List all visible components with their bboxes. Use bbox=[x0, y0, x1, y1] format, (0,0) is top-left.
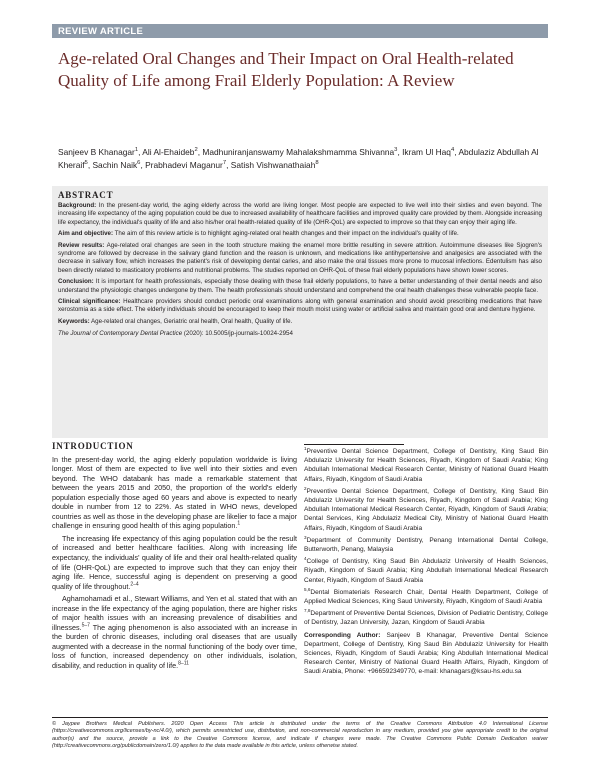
corresponding-text: Sanjeev B Khanagar, Preventive Dental Science Department, College of Dentistry, King Saud Bin Abdulaziz University for Health Sciences, Riyadh, Kingdom of Saudi Arabia; King Abdullah International Medical Research Center, Ministry of National Guard Health Affairs, Riyadh, Kingdom of Saudi Arabia, Phone: +966592349770, e-mail: khanagars@ksau-hs.edu.sa bbox=[304, 631, 548, 676]
author-name: Satish Vishwanathaiah bbox=[230, 160, 316, 170]
author-affil-marker: 2 bbox=[194, 147, 198, 154]
affiliation-marker: 7,8 bbox=[304, 608, 311, 614]
abstract-clinical-significance bbox=[58, 298, 542, 314]
abstract-text: Age-related oral changes, Geriatric oral health, Oral health, Quality of life. bbox=[91, 318, 293, 326]
affiliation-entry bbox=[304, 557, 548, 585]
author-affil-marker: 8 bbox=[315, 160, 319, 167]
author-affil-marker: 5 bbox=[84, 160, 88, 167]
introduction-section bbox=[52, 442, 297, 674]
license-footer: © Jaypee Brothers Medical Publishers. 2020 Open Access This article is distributed under the terms of the Creative Commons Attribution 4.0 International License (https://creativecommons.org/licenses/by-nc/4.0/), which permits unrestricted use, distribution, and non-commercial reproduction in any medium, provided you give appropriate credit to the original author(s) and the source, provide a link to the Creative Commons license, and indicate if changes were made. The Creative Commons Public Domain Dedication waiver (http://creativecommons.org/publicdomain/zero/1.0/) applies to the data made available in this article, unless otherwise stated. bbox=[52, 721, 548, 750]
author-name: Madhuniranjanswamy Mahalakshmamma Shivanna bbox=[202, 147, 395, 157]
author-affil-marker: 3 bbox=[394, 147, 398, 154]
paragraph-text: The increasing life expectancy of this aging population could be the result of increased and better healthcare facilities. Along with increasing life expectancy, the individuals' quality of life and their oral health-related quality of life (OHR-QoL) are expected to improve such that they can enjoy their aging life. Hence, successful aging is dependent on preserving a good quality of life throughout. bbox=[52, 533, 297, 591]
abstract-label: Background: bbox=[58, 202, 97, 210]
author-name: Ikram Ul Haq bbox=[402, 147, 451, 157]
affiliation-text: Preventive Dental Science Department, College of Dentistry, King Saud Bin Abdulaziz University for Health Sciences, Riyadh, Kingdom of Saudi Arabia; King Abdullah International Medical Research Center, Ministry of National Guard Health Affairs, Riyadh, Kingdom of Saudi Arabia bbox=[304, 448, 548, 483]
introduction-heading: INTRODUCTION bbox=[52, 441, 134, 451]
citation-doi: (2020): 10.5005/jp-journals-10024-2954 bbox=[182, 329, 293, 337]
article-type-label: REVIEW ARTICLE bbox=[58, 26, 144, 37]
author-name: Prabhadevi Maganur bbox=[145, 160, 223, 170]
reference-marker: 1 bbox=[237, 520, 241, 527]
affiliation-entry bbox=[304, 588, 548, 606]
abstract-background bbox=[58, 202, 542, 227]
abstract-label: Aim and objective: bbox=[58, 230, 114, 238]
affiliation-text: Department of Community Dentistry, Penang International Dental College, Butterworth, Penang, Malaysia bbox=[304, 536, 548, 554]
article-title: Age-related Oral Changes and Their Impact on Oral Health-related Quality of Life among Frail Elderly Population: A Review bbox=[58, 49, 514, 90]
affiliation-entry bbox=[304, 487, 548, 533]
article-type-banner bbox=[52, 24, 548, 38]
affiliation-marker: 4 bbox=[304, 556, 307, 562]
author-affil-marker: 4 bbox=[450, 147, 455, 154]
abstract-label: Keywords: bbox=[58, 318, 90, 326]
affiliations-section bbox=[304, 444, 548, 680]
affiliation-text: Preventive Dental Science Department, College of Dentistry, King Saud Bin Abdulaziz University for Health Sciences, Riyadh, Kingdom of Saudi Arabia; King Abdullah International Medical Research Center, Riyadh, Kingdom of Saudi Arabia; Dental Services, King Abdulaziz Medical City, Ministry of National Guard Health Affairs, Riyadh, Kingdom of Saudi Arabia bbox=[304, 487, 548, 532]
abstract-aim bbox=[58, 230, 542, 238]
paragraph-text: Aghamohamadi et al., Stewart Williams, and Yen et al. stated that with an increase in the life expectancy of the aging population, there are higher risks of major health issues with an increasing prevalence of disabilities and illnesses. bbox=[52, 594, 297, 632]
affiliation-marker: 2 bbox=[304, 485, 307, 491]
body-paragraph bbox=[52, 455, 297, 531]
affiliation-text: College of Dentistry, King Saud Bin Abdulaziz University of Health Sciences, Riyadh, Kingdom of Saudi Arabia; King Abdullah International Medical Research Center, Riyadh, Kingdom of Saudi Arabia bbox=[304, 558, 548, 584]
abstract-label: Review results: bbox=[58, 242, 105, 250]
reference-marker: 8–11 bbox=[178, 660, 189, 667]
author-list: Sanjeev B Khanagar$^1$, Ali Al-Ehaideb$^2$, Madhuniranjanswamy Mahalakshmamma Shivanna$^3$, Ikram Ul Haq$^4$, Abdulaziz Abdullah Al Kheraif$^5$, Sachin Naik$^6$, Prabhadevi Maganur$^7$, Satish Vishwanathaiah$^8$ bbox=[58, 147, 539, 170]
journal-name: The Journal of Contemporary Dental Practice bbox=[58, 329, 183, 337]
footer-divider bbox=[52, 717, 548, 718]
affiliation-entry bbox=[304, 447, 548, 484]
author-name: Abdulaziz Abdullah Al Kheraif bbox=[58, 147, 539, 170]
body-paragraph bbox=[52, 594, 297, 670]
affiliation-entry bbox=[304, 609, 548, 627]
affiliation-text: Department of Preventive Dental Sciences, Division of Pediatric Dentistry, College of Dentistry, Jazan University, Jazan, Kingdom of Saudi Arabia bbox=[304, 610, 548, 627]
affiliation-marker: 3 bbox=[304, 534, 307, 540]
author-name: Sachin Naik bbox=[92, 160, 138, 170]
abstract-text: It is important for health professionals, especially those dealing with these frail elderly populations, to have a better understanding of their dental needs and also understand the physiologic changes undergone by them. The health professionals should understand and comprehend the oral health challenges these vulnerable people face. bbox=[58, 278, 542, 294]
author-name: Sanjeev B Khanagar bbox=[58, 147, 135, 157]
affiliation-divider bbox=[304, 444, 404, 445]
affiliation-text: Dental Biomaterials Research Chair, Dental Health Department, College of Applied Medical Sciences, King Saud University, Riyadh, Kingdom of Saudi Arabia bbox=[304, 588, 548, 606]
paragraph-text: The aging phenomenon is also associated with an increase in the burden of chronic diseases, including oral diseases that are usually augmented with a decrease in the normal functioning of the body over time, loss of function, increased dependency on other individuals, isolation, disability, and reduction in quality of life. bbox=[52, 622, 297, 671]
abstract-text: Age-related oral changes are seen in the tooth structure making the enamel more brittle resulting in severe attrition. Autoimmune diseases like Sjogren's syndrome are followed by decrease in the salivary gland function and the reason is unknown, and medications like antihypertensive and analgesics are associated with the decrease in salivary flow, which increases the patient's risk of developing dental caries, and also make the oral tissues more prone to mucosal infections. Edentulism has also been directly related to masticatory problems and nutritional problems. The studies reported on OHR-QoL of these frail elderly populations have shown lower scores. bbox=[58, 242, 542, 274]
body-paragraph bbox=[52, 534, 297, 591]
affiliation-marker: 5,6 bbox=[304, 586, 311, 592]
corresponding-label: Corresponding Author: bbox=[304, 631, 381, 639]
affiliation-entry bbox=[304, 536, 548, 554]
reference-marker: 5–7 bbox=[81, 622, 90, 629]
citation-line bbox=[58, 330, 542, 338]
author-name: Ali Al-Ehaideb bbox=[142, 147, 195, 157]
abstract-heading: ABSTRACT bbox=[58, 190, 114, 200]
abstract-results bbox=[58, 242, 542, 275]
affiliation-marker: 1 bbox=[304, 445, 307, 451]
abstract-conclusion bbox=[58, 278, 542, 294]
abstract-text: The aim of this review article is to highlight aging-related oral health changes and their impact on the individual's quality of life. bbox=[114, 230, 459, 238]
abstract-section bbox=[52, 186, 548, 438]
author-affil-marker: 1 bbox=[134, 147, 139, 154]
abstract-label: Clinical significance: bbox=[58, 298, 121, 306]
paragraph-text: In the present-day world, the aging elderly population worldwide is living longer. Most of them are expected to live well into their sixties and even beyond. The WHO databank has made a remarkable statement that between the years 2015 and 2050, the proportion of the world's elderly population especially those aged 60 years and above is expected to nearly double in number from 12 to 22%. As stated in WHO news, developed countries as well as those in the developing phase are likelier to face a major challenge in ensuring good health of this aging population. bbox=[52, 454, 297, 531]
abstract-text: In the present-day world, the aging elderly across the world are living longer. Most people are expected to live well into their sixties and even beyond. The increasing life expectancy of the aging population could be due to increased availability of healthcare facilities and improved quality care provided by them. Alongside increasing life expectancy, the individual's quality of life and also his/her oral health-related quality of life (OHR-QoL) are expected to improve so that they can enjoy their aging life. bbox=[58, 202, 542, 226]
abstract-keywords bbox=[58, 318, 542, 326]
author-affil-marker: 7 bbox=[222, 160, 227, 167]
abstract-label: Conclusion: bbox=[58, 278, 94, 286]
corresponding-author bbox=[304, 631, 548, 677]
abstract-text: Healthcare providers should conduct periodic oral examinations along with general examination and should avoid prescribing medications that have xerostomia as a side effect. The elderly individuals should be encouraged to keep their mouth moist using water or artificial saliva and maintain good oral and denture hygiene. bbox=[58, 298, 542, 314]
author-affil-marker: 6 bbox=[137, 160, 141, 167]
reference-marker: 2–4 bbox=[130, 581, 139, 588]
